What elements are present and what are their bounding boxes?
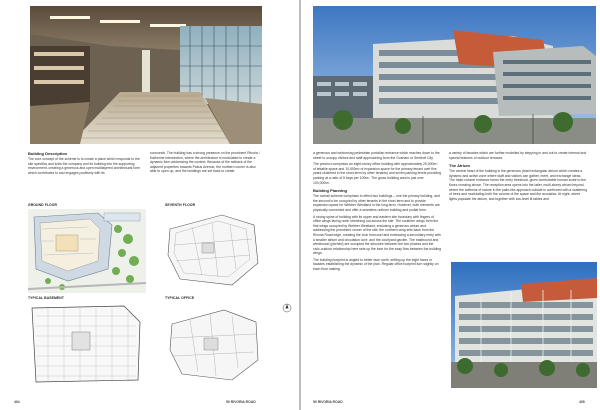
building-description-text: The core concept of the scheme is to create a place which responds to the site specifics and knits the company and its building into the supporting environment, creating a generous and open multilayered architectural form which contributes to and engages positively with its — [28, 157, 140, 175]
atrium-text: The central heart of the building is the generous (triad rectangular atrium which creates a dynamic and active zone where staff and visitors can gather, meet, and exchange ideas. The triple-volume entrance forms the entry threshold, given comfortable human scale to the floors crossing above. The reception area opens into the taller, multi-storey atrium beyond, where the softness of nature in the palm-like approach outside is continued with a scattering of trees and modulating both the volume of the space and the acoustics. At night, street lights populate the atrium, and together with low-level lit tables and — [449, 169, 587, 201]
portal-intro-text: a generous and welcoming pedestrian portal/an entrance which reaches down to the street to occupy visitors and staff approaching from the Gosham or Sentinel City. — [313, 151, 440, 160]
left-text-column-2 — [150, 151, 262, 176]
right-text-column-1 — [313, 151, 441, 274]
atrium-interior-photo — [30, 6, 262, 144]
right-page-number: 405 — [579, 400, 585, 404]
building-footprint-text: The building footprint is angled to better face north, setting up the eight faces or facades establishing the dynamic of the plan. Regular office footprint turn slightly on each floor making — [313, 257, 439, 272]
left-page-number: 404 — [14, 400, 20, 404]
building-planning-heading: Building Planning — [313, 188, 347, 194]
right-running-title: 50 RIVORIA ROAD — [313, 400, 343, 404]
building-planning-text: The overall scheme comprises in effect two buildings – one the primary building, and the second to be occupied by other tenants in the short-term and to provide expansion space for Webber Westland in the long-term. However, both elements are physically connected and offer a seamless uniform building and podial form. — [313, 194, 440, 212]
left-page — [0, 0, 299, 410]
typical-basement-label: TYPICAL BASEMENT — [28, 296, 65, 300]
building-description-continued: surrounds. The building has a strong presence on the prominent Rivoria / Katherine intersection, where the architecture is modulated to create a dynamic form addressing the context. Because of the setback of the adjacent properties towards Pabus Avenue, the northern corner is also able to open up, and the buildings are set back to create — [150, 151, 260, 174]
seventh-floor-label: SEVENTH FLOOR — [165, 203, 196, 207]
ground-floor-plan — [28, 209, 146, 293]
seventh-floor-plan — [162, 209, 270, 293]
building-street-photo — [451, 262, 597, 388]
building-spine-text: A strong spine of building with its upper and eastern site boundary with fingers of office wings facing north stretching out across the site. The southern wings form the first wings occupied by Webber Westland, enclosing a generous atrium and addressing the prominent corner of the site; the northern wing sets back from the Rivoria Road edge, creating the civic forecourt and embracing a secondary entry with a smaller atrium and circulation core, and the courtyard garden. The eastbound and westbound (pitched) are occupied the structure between the two phases and the civic-outdoor relationship here sets up the tone for the easy flow between the building wings. — [313, 214, 441, 256]
precinct-text: The precinct comprises an eight-storey office building with approximately 25,000m² of lettable space and 10,500m² of expansion space for the primary tenant over five years clustered in the short-term by other tenants) and seven parking levels providing parking at a ratio of 5 bays per 100m². The gross building area is just over 100,000m². — [313, 162, 441, 185]
typical-office-plan — [162, 302, 270, 386]
typical-basement-plan — [28, 302, 146, 386]
building-description-heading: Building Description — [28, 151, 68, 156]
left-running-title: 50 RIVORIA ROAD — [226, 400, 256, 404]
right-page — [301, 0, 600, 410]
right-text-column-2 — [449, 151, 587, 203]
north-arrow-icon — [282, 300, 292, 310]
typical-office-label: TYPICAL OFFICE — [165, 296, 195, 300]
atrium-heading: The Atrium — [449, 163, 470, 169]
building-exterior-photo — [313, 6, 596, 144]
ground-floor-label: GROUND FLOOR — [28, 203, 58, 207]
facades-intro-text: a variety of facades which are further modelled by stepping in and out to create internal and special features of outdoor terraces. — [449, 151, 587, 160]
left-text-column-1 — [28, 151, 140, 177]
